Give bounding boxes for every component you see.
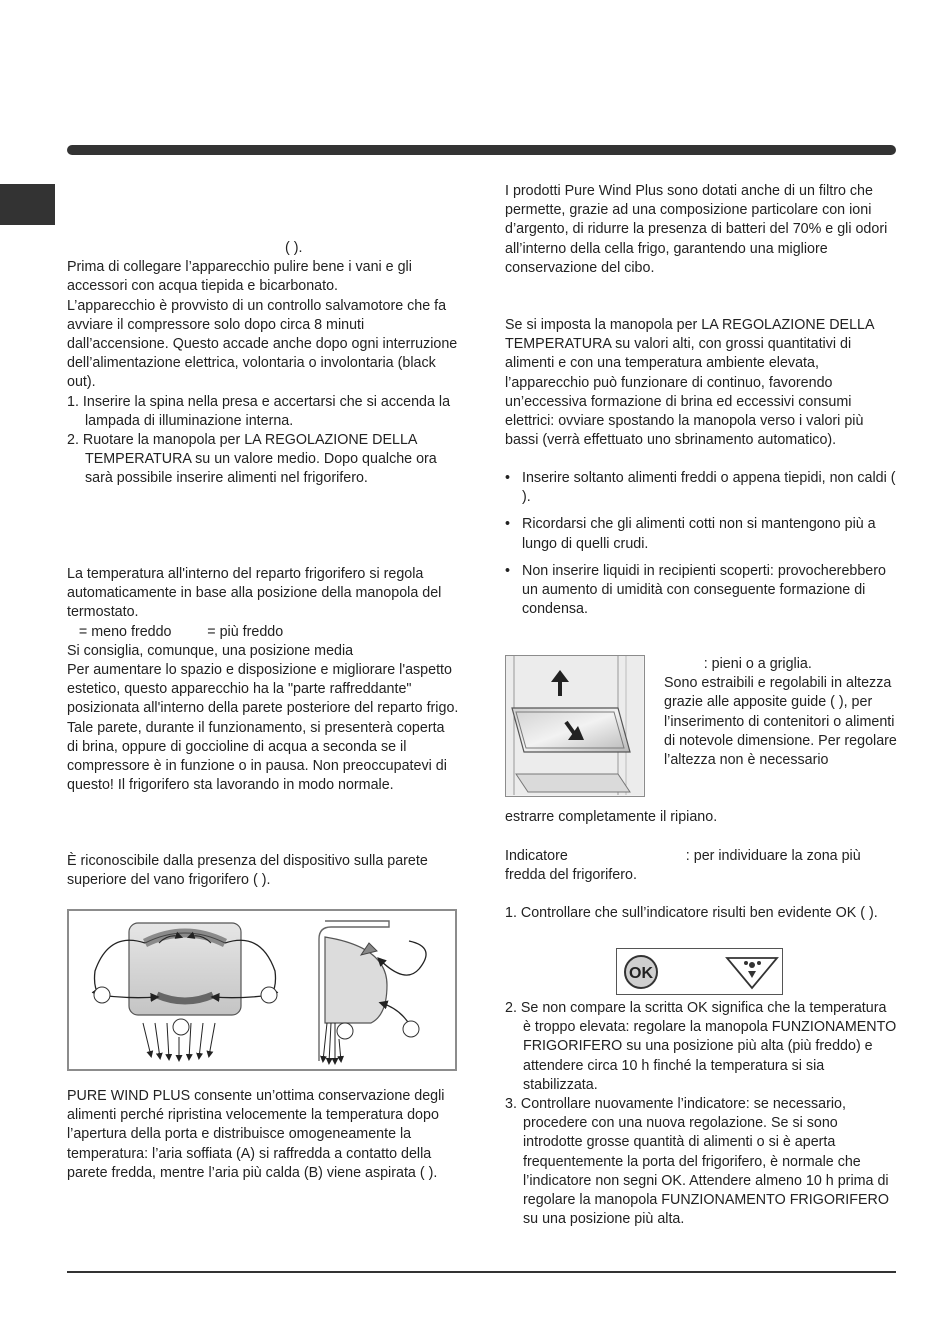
left-column-mid: [67, 565, 459, 795]
right-column-top: [505, 182, 897, 450]
indicator-paragraph: [505, 847, 897, 885]
shelf-diagram: [506, 656, 643, 795]
language-tab: [0, 184, 55, 225]
indicator-label: Indicatore: [505, 848, 568, 864]
clean-paragraph: Prima di collegare l’apparecchio pulire bene i vani e gli accessori con acqua tiepida e bicarbonato.: [67, 259, 412, 295]
purewind-diagram: [69, 911, 455, 1069]
ok-indicator: [616, 948, 783, 995]
start-reference: ( ).: [285, 240, 303, 256]
shelf-type-line: : pieni o a griglia.: [664, 656, 812, 672]
filter-paragraph: I prodotti Pure Wind Plus sono dotati anche di un filtro che permette, grazie ad una composizione particolare con ioni d’argento, di ridurre la presenza di batteri del 70% e gli odori all’interno della cella frigo, garantendo una migliore conservazione del cibo.: [505, 183, 888, 276]
step-1: 1. Inserire la spina nella presa e accertarsi che si accenda la lampada di illuminazione interna.: [67, 393, 451, 429]
bullet-item-cooked-food: • Ricordarsi che gli alimenti cotti non si mantengono più a lungo di quelli crudi.: [505, 515, 897, 553]
purewind-figure: [67, 909, 457, 1071]
recommend-paragraph: Si consiglia, comunque, una posizione media: [67, 642, 354, 659]
bullet-item-liquids: • Non inserire liquidi in recipienti scoperti: provocherebbero un aumento di umidità con conseguente formazione di condensa.: [505, 562, 897, 620]
ok-indicator-label: OK: [629, 965, 653, 982]
check-step-2: 2. Se non compare la scritta OK significa che la temperatura è troppo elevata: regolare la manopola FUNZIONAMENTO FRIGORIFERO su una posizione più alta (più freddo) e attendere circa 10 h finché la temperatura si sia stabilizzata.: [505, 1000, 897, 1093]
check-step-1: 1. Controllare che sull’indicatore risulti ben evidente OK ( ).: [505, 905, 878, 922]
check-step-3: 3. Controllare nuovamente l’indicatore: se necessario, procedere con una nuova regolazione. Se si sono introdotte grosse quantità di alimenti o si è aperta frequentemente la porta del frigorifero, è normale che l’indicatore non segni OK. Attendere almeno 10 h prima di regolare la manopola FUNZIONAMENTO FRIGORIFERO su una posizione più alta.: [505, 1096, 889, 1228]
footer-rule: [67, 1271, 896, 1273]
purewind-paragraph: PURE WIND PLUS consente un’ottima conservazione degli alimenti perché ripristina velocemente la temperatura dopo l’apertura della porta e distribuisce omogeneamente la temperatura: l’aria soffiata (A) si raffredda a contatto della parete fredda, mentre l’aria più calda (B) viene aspirata ( ).: [67, 1088, 445, 1181]
shelf-figure: [505, 655, 645, 797]
left-column-purewind-intro: [67, 852, 459, 890]
cold-wall-paragraph: Per aumentare lo spazio e disposizione e migliorare l'aspetto estetico, questo apparecchio ha la "parte raffreddante" posizionata all'interno della parete posteriore del reparto frigo. Tale parete, durante il funzionamento, si presenterà coperta di brina, oppure di goccioline di acqua a seconda se il compressore è in funzione o in pausa. Non preoccupatevi di questo! Il frigorifero sta lavorando in modo normale.: [67, 662, 459, 794]
salvamotore-paragraph: L’apparecchio è provvisto di un controllo salvamotore che fa avviare il compressore solo dopo circa 8 minuti dall’accensione. Questo accade anche dopo ogni interruzione dell’alimentazione elettrica, volontaria o involontaria (black out).: [67, 297, 458, 391]
left-column-top: [67, 239, 459, 489]
header-rule: [67, 145, 896, 155]
left-column-bottom: [67, 1087, 459, 1183]
purewind-device-paragraph: È riconoscibile dalla presenza del dispositivo sulla parete superiore del vano frigorifero ( ).: [67, 853, 428, 889]
knob-paragraph: Se si imposta la manopola per LA REGOLAZIONE DELLA TEMPERATURA su valori alti, con grossi quantitativi di alimenti e con una temperatura ambiente elevata, l’apparecchio può funzionare di continuo, favorendo un’eccessiva formazione di brina ed eccessivi consumi elettrici: ovviare spostando la manopola verso i valori più bassi (verrà effettuato uno sbrinamento automatico).: [505, 317, 874, 449]
right-column-bottom: [505, 999, 897, 1229]
bullet-item-warm-food: • Inserire soltanto alimenti freddi o appena tiepidi, non caldi ( ).: [505, 469, 897, 507]
shelf-description-end: estrarre completamente il ripiano.: [505, 809, 718, 825]
shelf-description: Sono estraibili e regolabili in altezza grazie alle apposite guide ( ), per l’inserimento di contenitori o alimenti di notevole dimensione. Per regolare l’altezza non è necessario: [664, 675, 897, 769]
temperature-paragraph: La temperatura all'interno del reparto frigorifero si regola automaticamente in base alla posizione della manopola del termostato.: [67, 566, 442, 621]
indicator-section: [505, 847, 897, 924]
shelf-text-end: [505, 808, 897, 827]
indicator-desc: : per individuare la zona più fredda del frigorifero.: [505, 848, 861, 884]
step-2: 2. Ruotare la manopola per LA REGOLAZIONE DELLA TEMPERATURA su un valore medio. Dopo qualche ora sarà possibile inserire alimenti nel frigorifero.: [67, 432, 437, 487]
thermostat-scale: = meno freddo = più freddo: [67, 623, 284, 640]
shelf-text-column: [664, 655, 899, 770]
ok-indicator-graphic: [617, 949, 782, 994]
right-column-bullets: [505, 469, 897, 627]
